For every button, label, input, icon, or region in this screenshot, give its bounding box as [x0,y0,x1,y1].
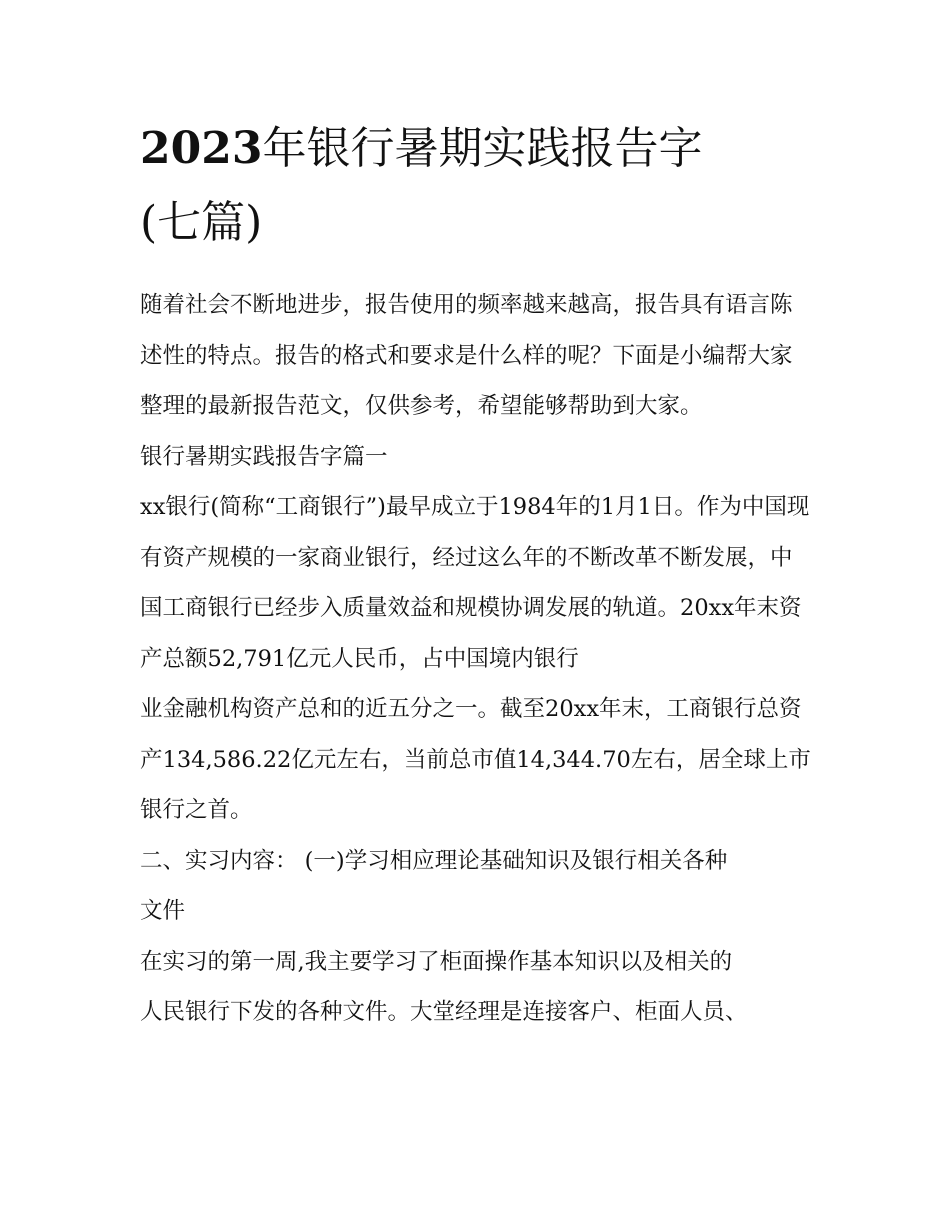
intro-paragraph: 随着社会不断地进步，报告使用的频率越来越高，报告具有语言陈述性的特点。报告的格式和要求是什么样的呢？下面是小编帮大家整理的最新报告范文，仅供参考，希望能够帮助到大家。 [140,292,793,419]
internship-content-heading: 二、实习内容： (一)学习相应理论基础知识及银行相关各种 文件 [140,847,728,924]
title-subtitle: (七篇) [140,197,263,248]
first-week-paragraph: 在实习的第一周,我主要学习了柜面操作基本知识以及相关的 人民银行下发的各种文件。大堂经理是连接客户、柜面人员、 [140,948,748,1025]
document-title [140,112,820,260]
title-year: 2023 [140,123,263,174]
title-text: 年银行暑期实践报告字 [262,123,703,174]
section-heading-part-one: 银行暑期实践报告字篇一 [140,443,388,470]
document-body [140,280,812,1038]
bank-overview-paragraph: xx银行(简称“工商银行”)最早成立于1984年的1月1日。作为中国现有资产规模的一家商业银行，经过这么年的不断改革不断发展，中国工商银行已经步入质量效益和规模协调发展的轨道。20xx年末资产总额52,791亿元人民币，占中国境内银行 业金融机构资产总和的近五分之一。截至20xx年末，工商银行总资产134,586.22亿元左右，当前总市值14,344.70左右，居全球上市银行之首。 [140,494,811,823]
